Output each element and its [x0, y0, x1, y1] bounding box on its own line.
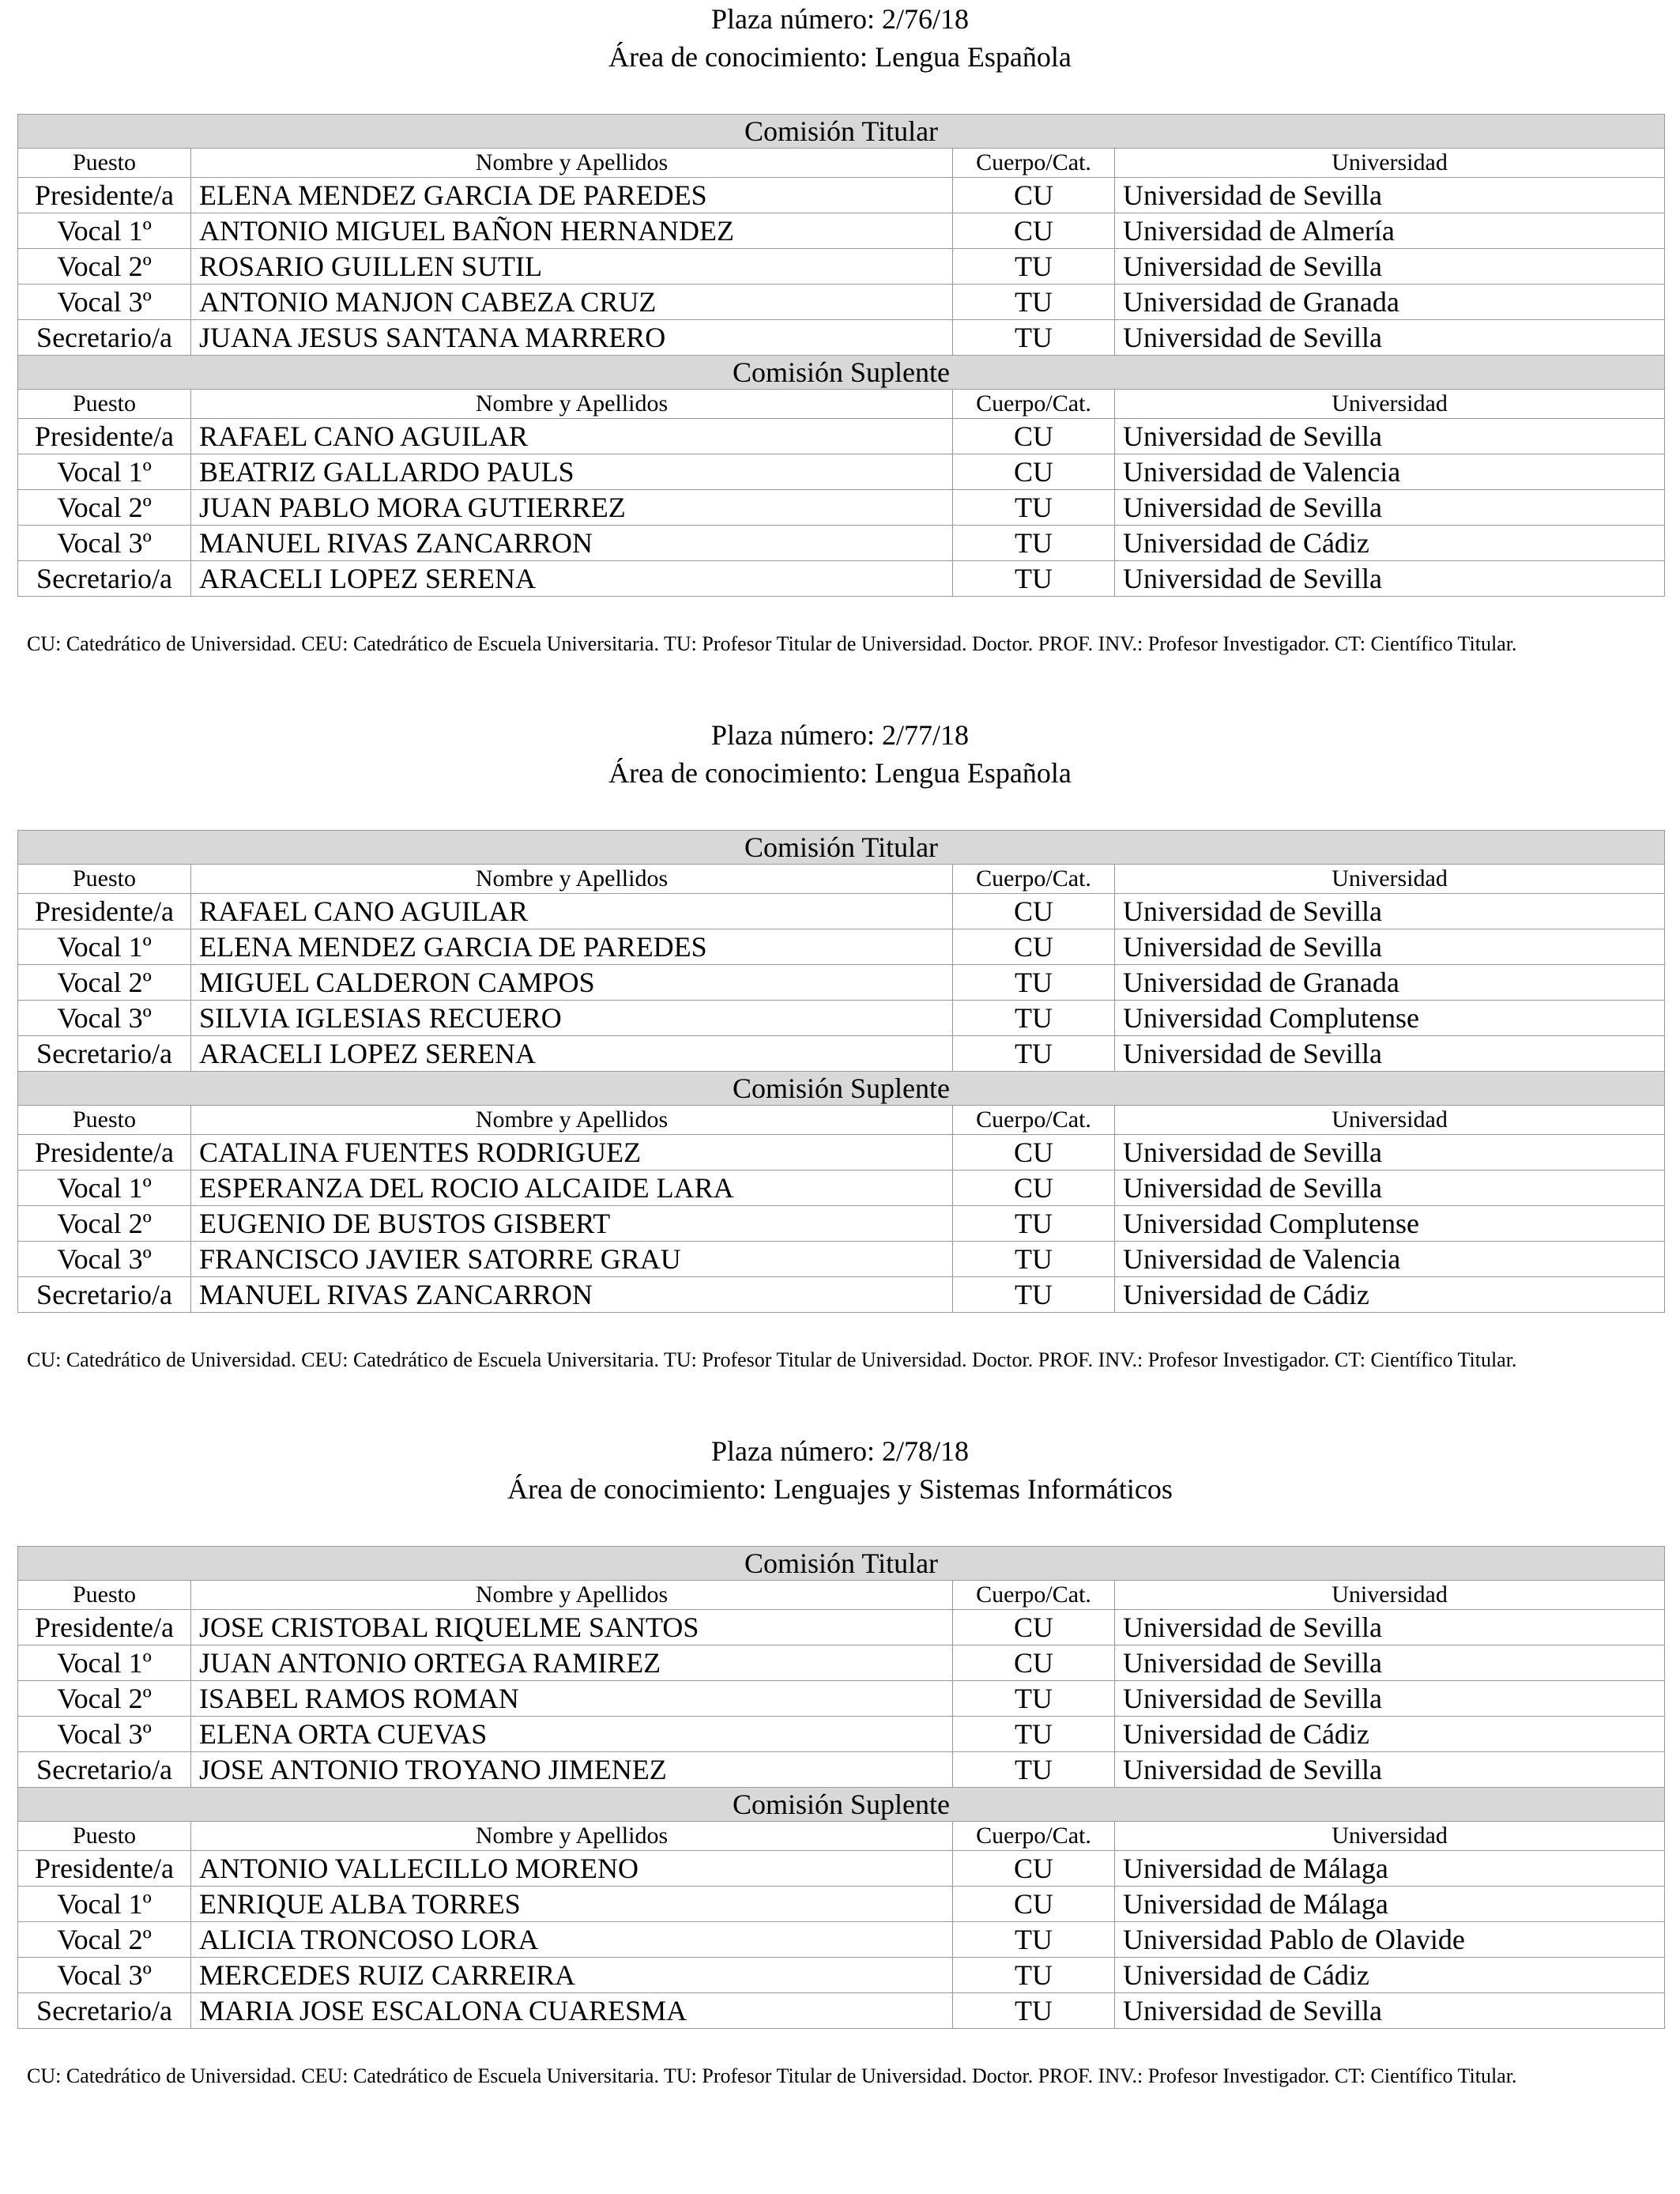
cell-nombre: RAFAEL CANO AGUILAR: [191, 419, 953, 454]
cell-universidad: Universidad de Sevilla: [1115, 320, 1665, 356]
cell-cuerpo: CU: [953, 213, 1115, 249]
cell-cuerpo: TU: [953, 1717, 1115, 1752]
cell-puesto: Vocal 3º: [18, 1001, 191, 1036]
cell-universidad: Universidad Complutense: [1115, 1206, 1665, 1242]
table-row: [18, 1752, 1665, 1788]
cell-cuerpo: TU: [953, 1752, 1115, 1788]
cell-nombre: ELENA MENDEZ GARCIA DE PAREDES: [191, 178, 953, 213]
column-header-puesto: Puesto: [18, 1822, 191, 1851]
cell-puesto: Vocal 3º: [18, 1242, 191, 1277]
table-row: [18, 285, 1665, 320]
cell-cuerpo: TU: [953, 320, 1115, 356]
column-header-puesto: Puesto: [18, 865, 191, 894]
cell-cuerpo: CU: [953, 1887, 1115, 1922]
cell-nombre: ARACELI LOPEZ SERENA: [191, 1036, 953, 1072]
cell-nombre: ALICIA TRONCOSO LORA: [191, 1922, 953, 1958]
column-header-row: [18, 390, 1665, 419]
cell-nombre: JOSE ANTONIO TROYANO JIMENEZ: [191, 1752, 953, 1788]
cell-puesto: Secretario/a: [18, 1993, 191, 2029]
column-header-puesto: Puesto: [18, 1581, 191, 1610]
column-header-cuerpo: Cuerpo/Cat.: [953, 1106, 1115, 1135]
table-row: [18, 1717, 1665, 1752]
cell-puesto: Vocal 3º: [18, 1717, 191, 1752]
cell-nombre: EUGENIO DE BUSTOS GISBERT: [191, 1206, 953, 1242]
cell-puesto: Vocal 1º: [18, 1887, 191, 1922]
cell-cuerpo: TU: [953, 561, 1115, 597]
commission-group-header: [18, 1072, 1665, 1106]
cell-universidad: Universidad de Sevilla: [1115, 929, 1665, 965]
plaza-number: Plaza número: 2/78/18: [711, 1435, 969, 1467]
table-row: [18, 1681, 1665, 1717]
cell-nombre: ELENA MENDEZ GARCIA DE PAREDES: [191, 929, 953, 965]
commission-table: [17, 1546, 1665, 2029]
cell-nombre: SILVIA IGLESIAS RECUERO: [191, 1001, 953, 1036]
column-header-cuerpo: Cuerpo/Cat.: [953, 390, 1115, 419]
cell-cuerpo: CU: [953, 454, 1115, 490]
knowledge-area: Área de conocimiento: Lenguajes y Sistemas Informáticos: [507, 1473, 1173, 1505]
cell-cuerpo: TU: [953, 1681, 1115, 1717]
table-row: [18, 249, 1665, 285]
cell-puesto: Vocal 2º: [18, 249, 191, 285]
cell-cuerpo: TU: [953, 1958, 1115, 1993]
cell-puesto: Vocal 1º: [18, 929, 191, 965]
cell-universidad: Universidad de Sevilla: [1115, 1135, 1665, 1171]
commission-group-header: [18, 1547, 1665, 1581]
abbreviation-legend: CU: Catedrático de Universidad. CEU: Catedrático de Escuela Universitaria. TU: Profesor Titular de Universidad. Doctor. PROF. INV.: Profesor Investigador. CT: Científico Titular.: [27, 632, 1517, 655]
cell-cuerpo: TU: [953, 965, 1115, 1001]
cell-universidad: Universidad de Granada: [1115, 285, 1665, 320]
commission-table: [17, 114, 1665, 597]
plaza-number: Plaza número: 2/77/18: [711, 719, 969, 751]
cell-nombre: BEATRIZ GALLARDO PAULS: [191, 454, 953, 490]
cell-puesto: Vocal 1º: [18, 1646, 191, 1681]
cell-universidad: Universidad Pablo de Olavide: [1115, 1922, 1665, 1958]
cell-puesto: Presidente/a: [18, 1851, 191, 1887]
cell-cuerpo: TU: [953, 1242, 1115, 1277]
cell-cuerpo: CU: [953, 1135, 1115, 1171]
cell-cuerpo: CU: [953, 1851, 1115, 1887]
column-header-nombre: Nombre y Apellidos: [191, 149, 953, 178]
column-header-puesto: Puesto: [18, 149, 191, 178]
cell-nombre: ANTONIO VALLECILLO MORENO: [191, 1851, 953, 1887]
table-row: [18, 454, 1665, 490]
table-row: [18, 929, 1665, 965]
table-row: [18, 1922, 1665, 1958]
cell-universidad: Universidad de Sevilla: [1115, 1993, 1665, 2029]
cell-nombre: ROSARIO GUILLEN SUTIL: [191, 249, 953, 285]
cell-universidad: Universidad de Sevilla: [1115, 561, 1665, 597]
cell-puesto: Vocal 1º: [18, 213, 191, 249]
table-row: [18, 1036, 1665, 1072]
cell-nombre: ENRIQUE ALBA TORRES: [191, 1887, 953, 1922]
column-header-nombre: Nombre y Apellidos: [191, 1106, 953, 1135]
cell-universidad: Universidad de Málaga: [1115, 1851, 1665, 1887]
commission-group-label: Comisión Titular: [18, 1547, 1665, 1581]
table-row: [18, 1851, 1665, 1887]
table-row: [18, 1135, 1665, 1171]
column-header-row: [18, 1581, 1665, 1610]
cell-cuerpo: TU: [953, 1993, 1115, 2029]
column-header-cuerpo: Cuerpo/Cat.: [953, 865, 1115, 894]
cell-nombre: JUAN PABLO MORA GUTIERREZ: [191, 490, 953, 526]
cell-nombre: JUANA JESUS SANTANA MARRERO: [191, 320, 953, 356]
cell-puesto: Secretario/a: [18, 1036, 191, 1072]
cell-puesto: Vocal 1º: [18, 454, 191, 490]
cell-puesto: Vocal 3º: [18, 1958, 191, 1993]
table-row: [18, 1277, 1665, 1313]
commission-group-header: [18, 1788, 1665, 1822]
cell-cuerpo: CU: [953, 1610, 1115, 1646]
column-header-universidad: Universidad: [1115, 1106, 1665, 1135]
cell-nombre: MIGUEL CALDERON CAMPOS: [191, 965, 953, 1001]
cell-cuerpo: CU: [953, 1646, 1115, 1681]
cell-universidad: Universidad de Málaga: [1115, 1887, 1665, 1922]
cell-cuerpo: TU: [953, 285, 1115, 320]
abbreviation-legend: CU: Catedrático de Universidad. CEU: Catedrático de Escuela Universitaria. TU: Profesor Titular de Universidad. Doctor. PROF. INV.: Profesor Investigador. CT: Científico Titular.: [27, 1348, 1517, 1371]
table-row: [18, 178, 1665, 213]
commission-group-label: Comisión Suplente: [18, 356, 1665, 390]
cell-universidad: Universidad Complutense: [1115, 1001, 1665, 1036]
table-row: [18, 1610, 1665, 1646]
table-row: [18, 1993, 1665, 2029]
cell-puesto: Vocal 3º: [18, 526, 191, 561]
cell-universidad: Universidad de Cádiz: [1115, 1958, 1665, 1993]
cell-cuerpo: CU: [953, 419, 1115, 454]
cell-universidad: Universidad de Sevilla: [1115, 1752, 1665, 1788]
cell-universidad: Universidad de Cádiz: [1115, 526, 1665, 561]
cell-cuerpo: CU: [953, 178, 1115, 213]
commission-group-header: [18, 356, 1665, 390]
cell-universidad: Universidad de Cádiz: [1115, 1717, 1665, 1752]
cell-nombre: JOSE CRISTOBAL RIQUELME SANTOS: [191, 1610, 953, 1646]
cell-universidad: Universidad de Cádiz: [1115, 1277, 1665, 1313]
table-row: [18, 1887, 1665, 1922]
table-row: [18, 894, 1665, 929]
cell-universidad: Universidad de Sevilla: [1115, 1171, 1665, 1206]
cell-puesto: Secretario/a: [18, 1752, 191, 1788]
cell-puesto: Secretario/a: [18, 561, 191, 597]
cell-nombre: FRANCISCO JAVIER SATORRE GRAU: [191, 1242, 953, 1277]
table-row: [18, 1646, 1665, 1681]
commission-group-label: Comisión Suplente: [18, 1072, 1665, 1106]
cell-puesto: Vocal 2º: [18, 1206, 191, 1242]
cell-puesto: Presidente/a: [18, 1610, 191, 1646]
table-row: [18, 419, 1665, 454]
cell-universidad: Universidad de Sevilla: [1115, 178, 1665, 213]
column-header-cuerpo: Cuerpo/Cat.: [953, 149, 1115, 178]
cell-nombre: CATALINA FUENTES RODRIGUEZ: [191, 1135, 953, 1171]
knowledge-area: Área de conocimiento: Lengua Española: [608, 757, 1072, 789]
cell-universidad: Universidad de Valencia: [1115, 1242, 1665, 1277]
cell-universidad: Universidad de Granada: [1115, 965, 1665, 1001]
column-header-nombre: Nombre y Apellidos: [191, 1581, 953, 1610]
cell-cuerpo: TU: [953, 1922, 1115, 1958]
cell-puesto: Vocal 3º: [18, 285, 191, 320]
cell-puesto: Secretario/a: [18, 1277, 191, 1313]
table-row: [18, 213, 1665, 249]
cell-nombre: ARACELI LOPEZ SERENA: [191, 561, 953, 597]
column-header-universidad: Universidad: [1115, 1581, 1665, 1610]
cell-universidad: Universidad de Sevilla: [1115, 490, 1665, 526]
cell-puesto: Vocal 2º: [18, 490, 191, 526]
cell-puesto: Presidente/a: [18, 178, 191, 213]
column-header-cuerpo: Cuerpo/Cat.: [953, 1822, 1115, 1851]
column-header-universidad: Universidad: [1115, 390, 1665, 419]
cell-cuerpo: TU: [953, 490, 1115, 526]
commission-group-label: Comisión Suplente: [18, 1788, 1665, 1822]
table-row: [18, 320, 1665, 356]
table-row: [18, 1958, 1665, 1993]
cell-nombre: ELENA ORTA CUEVAS: [191, 1717, 953, 1752]
column-header-nombre: Nombre y Apellidos: [191, 865, 953, 894]
cell-puesto: Presidente/a: [18, 1135, 191, 1171]
table-row: [18, 490, 1665, 526]
cell-cuerpo: TU: [953, 1206, 1115, 1242]
cell-universidad: Universidad de Sevilla: [1115, 419, 1665, 454]
column-header-puesto: Puesto: [18, 1106, 191, 1135]
column-header-universidad: Universidad: [1115, 865, 1665, 894]
cell-cuerpo: TU: [953, 1036, 1115, 1072]
column-header-puesto: Puesto: [18, 390, 191, 419]
table-row: [18, 1171, 1665, 1206]
column-header-row: [18, 865, 1665, 894]
cell-puesto: Vocal 1º: [18, 1171, 191, 1206]
cell-nombre: MARIA JOSE ESCALONA CUARESMA: [191, 1993, 953, 2029]
column-header-row: [18, 149, 1665, 178]
column-header-nombre: Nombre y Apellidos: [191, 1822, 953, 1851]
column-header-universidad: Universidad: [1115, 149, 1665, 178]
cell-cuerpo: CU: [953, 894, 1115, 929]
cell-cuerpo: CU: [953, 929, 1115, 965]
commission-group-label: Comisión Titular: [18, 115, 1665, 149]
cell-nombre: MANUEL RIVAS ZANCARRON: [191, 526, 953, 561]
knowledge-area: Área de conocimiento: Lengua Española: [608, 41, 1072, 73]
cell-cuerpo: TU: [953, 1001, 1115, 1036]
commission-body: [18, 1547, 1665, 2029]
table-row: [18, 1206, 1665, 1242]
cell-puesto: Secretario/a: [18, 320, 191, 356]
column-header-row: [18, 1106, 1665, 1135]
cell-cuerpo: CU: [953, 1171, 1115, 1206]
cell-universidad: Universidad de Almería: [1115, 213, 1665, 249]
cell-nombre: JUAN ANTONIO ORTEGA RAMIREZ: [191, 1646, 953, 1681]
cell-nombre: ANTONIO MANJON CABEZA CRUZ: [191, 285, 953, 320]
cell-universidad: Universidad de Sevilla: [1115, 1681, 1665, 1717]
cell-puesto: Presidente/a: [18, 419, 191, 454]
table-row: [18, 965, 1665, 1001]
abbreviation-legend: CU: Catedrático de Universidad. CEU: Catedrático de Escuela Universitaria. TU: Profesor Titular de Universidad. Doctor. PROF. INV.: Profesor Investigador. CT: Científico Titular.: [27, 2064, 1517, 2087]
cell-nombre: MANUEL RIVAS ZANCARRON: [191, 1277, 953, 1313]
plaza-number: Plaza número: 2/76/18: [711, 3, 969, 35]
cell-cuerpo: TU: [953, 1277, 1115, 1313]
cell-puesto: Vocal 2º: [18, 1922, 191, 1958]
column-header-universidad: Universidad: [1115, 1822, 1665, 1851]
commission-body: [18, 831, 1665, 1313]
cell-puesto: Vocal 2º: [18, 965, 191, 1001]
commission-table: [17, 830, 1665, 1313]
table-row: [18, 1242, 1665, 1277]
cell-universidad: Universidad de Sevilla: [1115, 1036, 1665, 1072]
cell-nombre: ESPERANZA DEL ROCIO ALCAIDE LARA: [191, 1171, 953, 1206]
cell-universidad: Universidad de Sevilla: [1115, 249, 1665, 285]
cell-puesto: Presidente/a: [18, 894, 191, 929]
cell-nombre: ISABEL RAMOS ROMAN: [191, 1681, 953, 1717]
commission-group-header: [18, 115, 1665, 149]
column-header-cuerpo: Cuerpo/Cat.: [953, 1581, 1115, 1610]
cell-nombre: MERCEDES RUIZ CARREIRA: [191, 1958, 953, 1993]
cell-universidad: Universidad de Sevilla: [1115, 1646, 1665, 1681]
cell-puesto: Vocal 2º: [18, 1681, 191, 1717]
commission-group-label: Comisión Titular: [18, 831, 1665, 865]
cell-nombre: ANTONIO MIGUEL BAÑON HERNANDEZ: [191, 213, 953, 249]
cell-cuerpo: TU: [953, 249, 1115, 285]
cell-universidad: Universidad de Valencia: [1115, 454, 1665, 490]
table-row: [18, 526, 1665, 561]
table-row: [18, 1001, 1665, 1036]
cell-universidad: Universidad de Sevilla: [1115, 1610, 1665, 1646]
column-header-row: [18, 1822, 1665, 1851]
cell-cuerpo: TU: [953, 526, 1115, 561]
column-header-nombre: Nombre y Apellidos: [191, 390, 953, 419]
table-row: [18, 561, 1665, 597]
commission-body: [18, 115, 1665, 597]
commission-group-header: [18, 831, 1665, 865]
cell-universidad: Universidad de Sevilla: [1115, 894, 1665, 929]
cell-nombre: RAFAEL CANO AGUILAR: [191, 894, 953, 929]
